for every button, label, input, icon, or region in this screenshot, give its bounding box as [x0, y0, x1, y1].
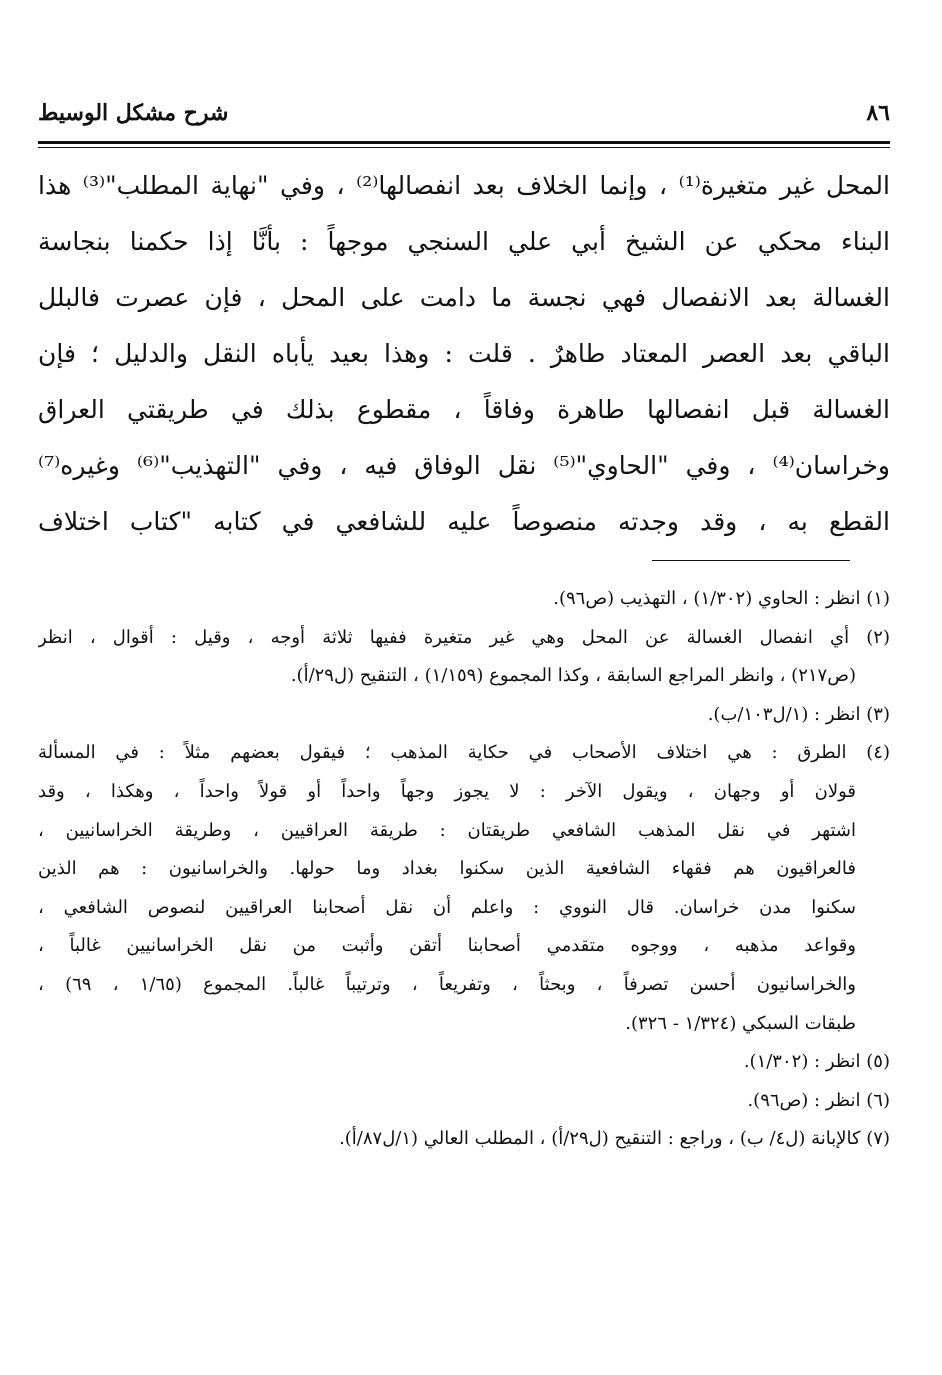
body-line: البناء محكي عن الشيخ أبي علي السنجي موجهاً : بأنَّا إذا حكمنا بنجاسة — [38, 227, 890, 256]
footnote-line: قولان أو وجهان ، ويقول الآخر : لا يجوز وجهاً واحداً أو قولاً واحداً ، وهكذا ، وقد — [38, 780, 856, 802]
page-number: ٨٦ — [866, 100, 890, 126]
header-rule-thick — [38, 141, 890, 144]
footnote-line: والخراسانيون أحسن تصرفاً ، وبحثاً ، وتفريعاً ، وترتيباً غالباً. المجموع (١/٦٥ ، ٦٩) ، — [38, 973, 856, 995]
footnote-line: طبقات السبكي (١/٣٢٤ - ٣٢٦). — [625, 1012, 856, 1034]
footnote-line: (٣) انظر : (١/ل١٠٣/ب). — [707, 703, 890, 725]
body-line: القطع به ، وقد وجدته منصوصاً عليه للشافعي في كتابه "كتاب اختلاف — [38, 507, 890, 536]
body-line: وخراسان⁽⁴⁾ ، وفي "الحاوي"⁽⁵⁾ نقل الوفاق فيه ، وفي "التهذيب"⁽⁶⁾ وغيره⁽⁷⁾ — [38, 451, 890, 480]
footnote-line: (٧) كالإبانة (ل٤/ ب) ، وراجع : التنقيح (ل٢٩/أ) ، المطلب العالي (١/ل٨٧/أ). — [339, 1128, 890, 1150]
running-head — [38, 100, 890, 136]
footnote-line: (٦) انظر : (ص٩٦). — [747, 1089, 890, 1111]
footnote-line: (٤) الطرق : هي اختلاف الأصحاب في حكاية المذهب ؛ فيقول بعضهم مثلاً : في المسألة — [38, 742, 890, 764]
main-text — [38, 158, 890, 550]
book-title: شرح مشكل الوسيط — [38, 100, 229, 126]
footnote-line: (ص٢١٧) ، وانظر المراجع السابقة ، وكذا المجموع (١/١٥٩) ، التنقيح (ل٢٩/أ). — [290, 665, 856, 687]
footnote-line: (١) انظر : الحاوي (١/٣٠٢) ، التهذيب (ص٩٦). — [553, 588, 890, 609]
footnote-separator — [652, 560, 850, 561]
body-line: المحل غير متغيرة⁽¹⁾ ، وإنما الخلاف بعد انفصالها⁽²⁾ ، وفي "نهاية المطلب"⁽³⁾ هذا — [38, 171, 890, 200]
body-line: الباقي بعد العصر المعتاد طاهرٌ . قلت : وهذا بعيد يأباه النقل والدليل ؛ فإن — [38, 339, 890, 368]
footnote-line: (٥) انظر : (١/٣٠٢). — [743, 1051, 890, 1073]
footnote-line: وقواعد مذهبه ، ووجوه متقدمي أصحابنا أتقن وأثبت من نقل الخراسانيين غالباً ، — [38, 935, 856, 957]
footnote-line: فالعراقيون هم فقهاء الشافعية الذين سكنوا بغداد وما حولها. والخراسانيون : هم الذين — [38, 858, 856, 880]
footnote-line: (٢) أي انفصال الغسالة عن المحل وهي غير متغيرة ففيها ثلاثة أوجه ، وقيل : أقوال ، انظر — [38, 626, 890, 648]
footnotes — [38, 580, 890, 1159]
header-rule-thin — [38, 147, 890, 148]
body-line: الغسالة قبل انفصالها طاهرة وفاقاً ، مقطوع بذلك في طريقتي العراق — [38, 395, 890, 424]
footnote-line: سكنوا مدن خراسان. قال النووي : واعلم أن نقل أصحابنا العراقيين لنصوص الشافعي ، — [38, 896, 856, 918]
footnote-line: اشتهر في نقل المذهب الشافعي طريقتان : طريقة العراقيين ، وطريقة الخراسانيين ، — [38, 819, 856, 841]
body-line: الغسالة بعد الانفصال فهي نجسة ما دامت على المحل ، فإن عصرت فالبلل — [38, 283, 890, 312]
